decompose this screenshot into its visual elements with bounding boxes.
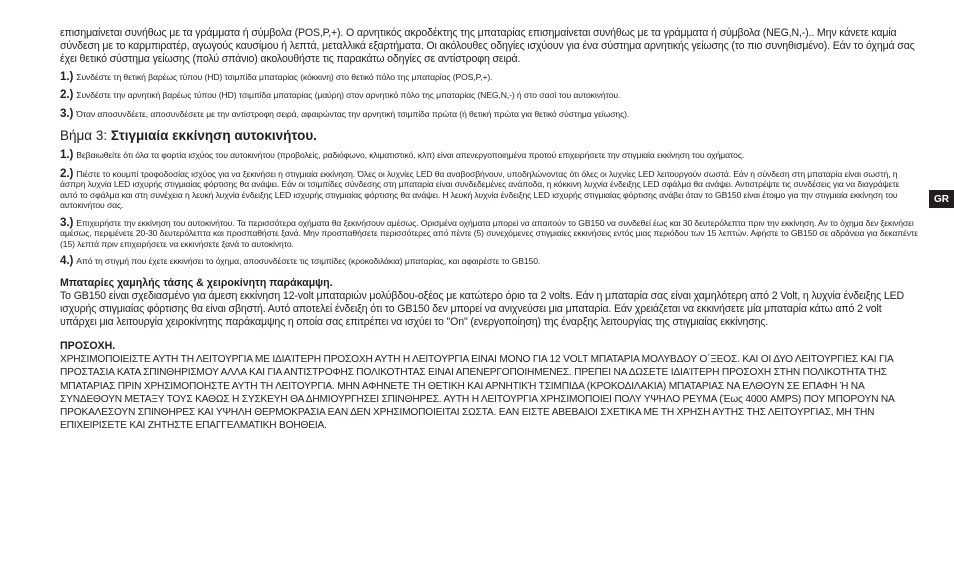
caution-heading: ΠΡΟΣΟΧΗ. [60,340,116,353]
step-number: 4.) [60,254,74,268]
step-text: Επιχειρήστε την εκκίνηση του αυτοκινήτου. Τα περισσότερα οχήματα θα ξεκινήσουν αμέσως. Ορισμένα οχήματα μπορεί να απαιτούν το GB150 να συνδεθεί έως και 30 δευτερόλεπτα πριν την εκκίνηση. Αν το όχημα δεν ξεκινήσει αμέσως, περιμένετε 20-30 δευτερόλεπτα και προσπαθήστε ξανά. Μην προσπαθήσετε περισσότερες από πέντε (5) συνεχόμενες στιγμιαίες εκκινήσεις εντός μιας περιόδου των 15 λεπτών. Αφήστε το GB150 σε αδράνεια για δεκαπέντε (15) λεπτά πριν επιχειρήσετε να εκκινήσετε ξανά το αυτοκίνητο. [60,217,919,249]
step-text: Συνδέστε την αρνητική βαρέως τύπου (HD) τσιμπίδα μπαταρίας (μαύρη) στον αρνητικό πόλο της μπαταρίας (NEG,N,-) ή στο σασί του αυτοκινήτου. [76,90,621,101]
heading-title: Στιγμιαία εκκίνηση αυτοκινήτου. [110,128,317,144]
step-b-3 [60,215,919,250]
step-number: 3.) [60,215,74,229]
step-text: Πιέστε το κουμπί τροφοδοσίας ισχύος για να ξεκινήσει η στιγμιαία εκκίνηση. Όλες οι λυχνίες LED θα αναβοσβήνουν, υποδηλώνοντας ότι όλες οι λυχνίες LED λειτουργούν σωστά. Εάν η σύνδεση στη μπαταρία είναι σωστή, η άσπρη λυχνία LED ισχυρής στιγμιαίας φόρτισης θα ανάψει. Εάν οι τσιμπίδες σύνδεσης στη μπαταρία είναι συνδεδεμένες ανάποδα, η κόκκινη λυχνία ένδειξης LED σφάλμα θα ανάψει. Αντιστρέψτε τις συνδέσεις για να διαγράψετε αυτό το σφάλμα και στη συνέχεια η λευκή λυχνία ένδειξης LED ισχυρής στιγμιαίας φόρτισης θα ανάψει. Η λευκή λυχνία ένδειξης LED ισχυρής στιγμιαίας φόρτισης ανάβει όταν το GB150 είναι έτοιμο για την στιγμιαία εκκίνηση του αυτοκινήτου σας. [60,168,900,211]
step-number: 1.) [60,69,74,83]
caution-paragraph: ΧΡΗΣΙΜΟΠΟΙΕΙΣΤΕ ΑΥΤΗ ΤΗ ΛΕΙΤΟΥΡΓΙΑ ΜΕ ΙΔΙΑΊΤΕΡΗ ΠΡΟΣΟΧΗ ΑΥΤΗ Η ΛΕΙΤΟΥΡΓΙΑ ΕΙΝΑΙ ΜΟΝΟ ΓΙΑ 12 VOLT ΜΠΑΤΑΡΙΑ ΜΟΛΥΒΔΟΥ Ο΄ΞΕΟΣ. ΚΑΙ ΟΙ ΔΥΟ ΛΕΙΤΟΥΡΓΙΕΣ ΚΑΙ ΓΙΑ ΠΡΟΣΤΑΣΙΑ ΚΑΤΑ ΣΠΙΝΘΗΡΙΣΜΟΥ ΑΛΛΑ ΚΑΙ ΓΙΑ ΑΝΤΙΣΤΡΟΦΗΣ ΠΟΛΙΚΟΤΗΤΑΣ ΕΙΝΑΙ ΑΠΕΝΕΡΓΟΠΟΙΗΜΕΝΕΣ. ΠΡΕΠΕΙ ΝΑ ΔΩΣΕΤΕ ΙΔΙΑΊΤΕΡΗ ΠΡΟΣΟΧΗ ΣΤΗΝ ΠΟΛΙΚΟΤΗΤΑ ΤΗΣ ΜΠΑΤΑΡΙΑΣ ΠΡΙΝ ΧΡΗΣΙΜΟΠΟΗΣΤΕ ΑΥΤΗ ΤΗ ΛΕΙΤΟΥΡΓΙΑ. ΜΗΝ ΑΦΗΝΕΤΕ ΤΗ ΘΕΤΙΚΗ ΚΑΙ ΑΡΝΗΤΙΚΉ ΤΣΙΜΠΙΔΑ (ΚΡΟΚΟΔΙΛΑΚΙΑ) ΜΠΑΤΑΡΙΑΣ ΝΑ ΕΛΘΟΥΝ ΣΕ ΕΠΑΦΗ Ή ΝΑ ΣΥΝΔΕΘΟΥΝ ΜΕΤΑΞΥ ΤΟΥΣ ΚΑΘΩΣ Η ΣΥΣΚΕΥΗ ΘΑ ΔΗΜΙΟΥΡΓΗΣΕΙ ΣΠΙΝΘΗΡΕΣ. ΑΥΤΗ Η ΛΕΙΤΟΥΡΓΙΑ ΧΡΗΣΙΜΟΠΟΙΕΙ ΠΟΛΥ ΥΨΗΛΟ ΡΕΥΜΑ (Έως 4000 AMPS) ΠΟΥ ΜΠΟΡΟΥΝ ΝΑ ΠΡΟΚΑΛΕΣΟΥΝ ΣΠΙΝΘΗΡΕΣ ΚΑΙ ΥΨΗΛΗ ΘΕΡΜΟΚΡΑΣΙΑ ΕΑΝ ΔΕΝ ΧΡΗΣΙΜΟΠΟΙΕΙΤΑΙ ΣΩΣΤΑ. ΕΑΝ ΕΙΣΤΕ ΑΒΕΒΑΙΟΙ ΣΧΕΤΙΚΑ ΜΕ ΤΗ ΧΡΗΣΗ ΑΥΤΗΣ ΤΗΣ ΛΕΙΤΟΥΡΓΙΑΣ, ΜΗ ΤΗΝ ΕΠΙΧΕΙΡΙΣΕΤΕ ΚΑΙ ΖΗΤΗΣΤΕ ΕΠΑΓΓΕΛΜΑΤΙΚΗ ΒΟΗΘΕΙΑ. [60,354,895,432]
step-text: Από τη στιγμή που έχετε εκκινήσει το όχημα, αποσυνδέσετε τις τσιμπίδες (κροκοδιλάκια) μπαταρίας, και αφαιρέστε το GB150. [76,256,541,267]
step-text: Όταν αποσυνδέετε, αποσυνδέσετε με την αντίστροφη σειρά, αφαιρώντας την αρνητική τσιμπίδα πρώτα (ή θετική πρώτα για θετικό σύστημα γείωσης). [76,108,630,119]
step-number: 1.) [60,148,74,162]
step-b-2 [60,166,918,211]
step-number: 2.) [60,166,74,180]
step-text: Συνδέστε τη θετική βαρέως τύπου (HD) τσιμπίδα μπαταρίας (κόκκινη) στο θετικό πόλο της μπαταρίας (POS,P,+). [76,71,493,82]
low-voltage-paragraph: Το GB150 είναι σχεδιασμένο για άμεση εκκίνηση 12-volt μπαταριών μολύβδου-οξέος με κατώτερο όριο τα 2 volts. Εάν η μπαταρία σας είναι χαμηλότερη από 2 Volt, η λυχνία ένδειξης LED ισχυρής στιγμιαίας φόρτισης θα είναι σβηστή. Αυτό αποτελεί ένδειξη ότι το GB150 δεν μπορεί να ανιχνεύσει μια μπαταρία. Εάν χρειάζεται να εκκινήσετε μία μπαταρία κάτω από 2 volt υπάρχει μια λειτουργία χειροκίνητης παράκαμψης η οποία σας επιτρέπει να ισχύει το "On" (ενεργοποίηση) της έναρξης λειτουργίας της στιγμιαίας εκκίνησης. [60,289,904,329]
manual-page [60,27,918,432]
step-number: 2.) [60,88,74,102]
low-voltage-heading: Μπαταρίες χαμηλής τάσης & χειροκίνητη παράκαμψη. [60,276,333,289]
heading-prefix: Βήμα 3: [60,128,108,144]
step-number: 3.) [60,106,74,120]
intro-paragraph: επισημαίνεται συνήθως με τα γράμματα ή σύμβολα (POS,P,+). Ο αρνητικός ακροδέκτης της μπαταρίας επισημαίνεται συνήθως με τα γράμματα ή σύμβολα (NEG,N,-).. Μην κάνετε καμία σύνδεση με το καρμπιρατέρ, αγωγούς καυσίμου ή λεπτά, μεταλλικά εξαρτήματα. Οι ακόλουθες οδηγίες ισχύουν για ένα σύστημα αρνητικής γείωσης (το πιο συνηθισμένο). Εάν το όχημά σας έχει θετικό σύστημα γείωσης (πολύ σπάνιο) ακολουθήστε τις παρακάτω οδηγίες σε αντίστροφη σειρά. [60,27,915,66]
step-a-3 [60,106,918,120]
step-a-1 [60,69,918,83]
step-b-1 [60,150,918,161]
section-heading-step-3 [60,128,918,144]
step-b-4 [60,256,918,267]
step-a-2 [60,90,918,101]
language-tab: GR [929,190,954,208]
step-text: Βεβαιωθείτε ότι όλα τα φορτία ισχύος του αυτοκινήτου (προβολείς, ραδιόφωνο, κλιματιστικό, κλπ) είναι απενεργοποιημένα προτού επιχειρήσετε την στιγμιαία εκκίνηση του οχήματος. [76,150,745,161]
